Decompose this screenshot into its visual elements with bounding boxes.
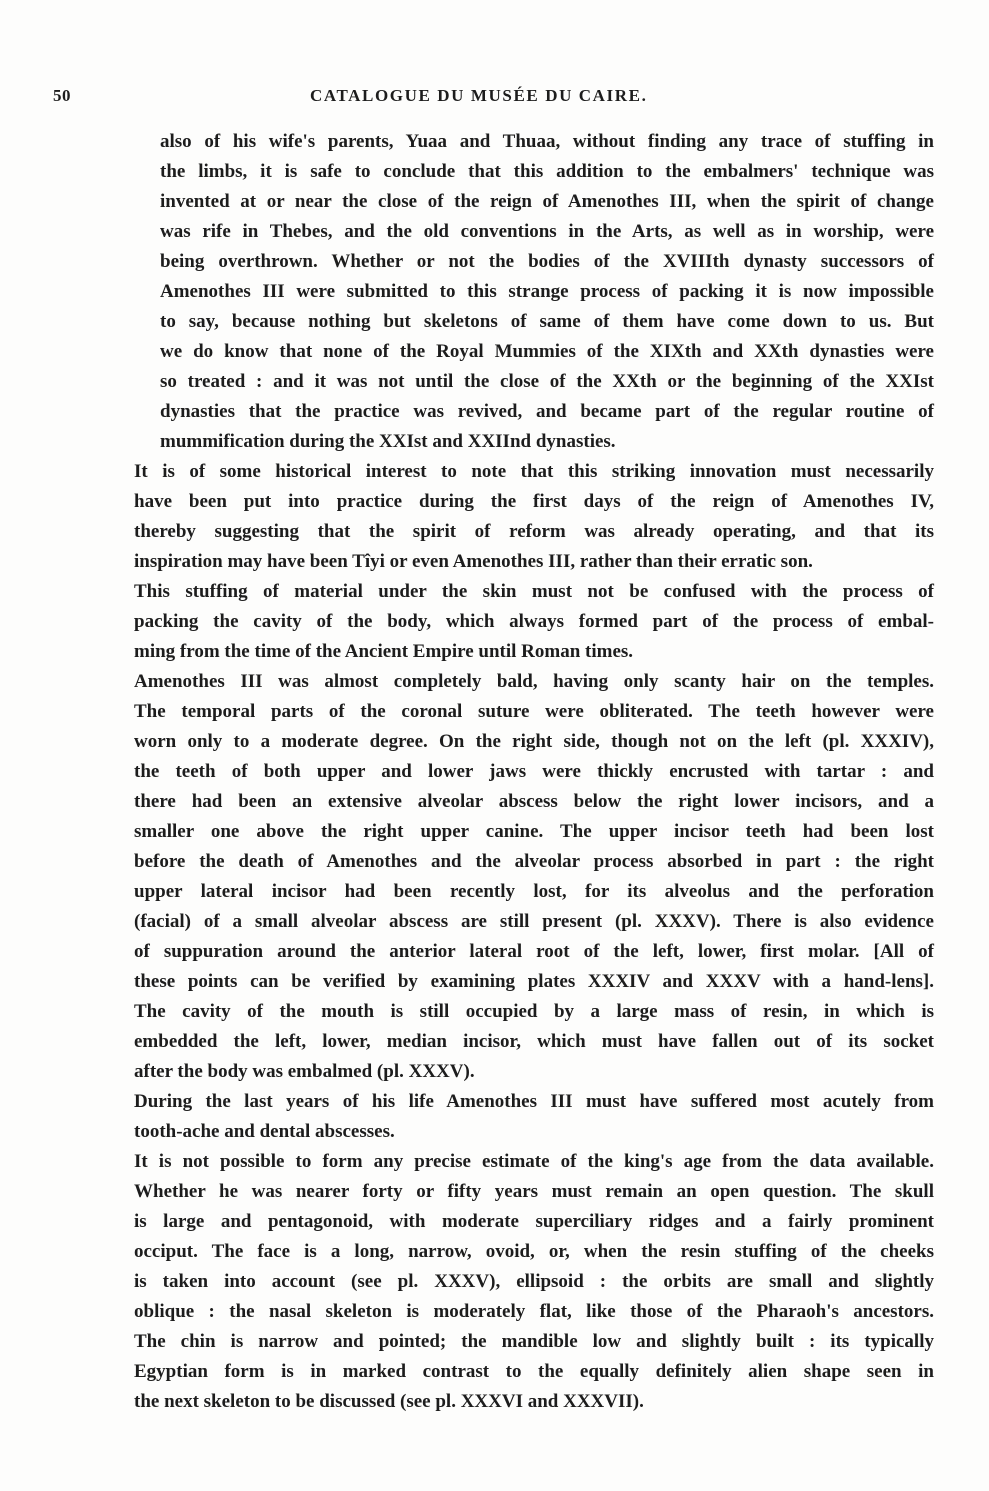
running-head [0,86,989,110]
text-line: thereby suggesting that the spirit of reform was already operating, and that its [134,521,934,542]
paragraph [134,127,934,457]
text-line: worn only to a moderate degree. On the right side, though not on the left (pl. XXXIV), [134,731,934,752]
text-line: dynasties that the practice was revived, and became part of the regular routine of [160,401,934,422]
text-line: was rife in Thebes, and the old conventions in the Arts, as well as in worship, were [160,221,934,242]
text-line: these points can be verified by examining plates XXXIV and XXXV with a hand-lens]. [134,971,934,992]
text-line: inspiration may have been Tîyi or even Amenothes III, rather than their erratic son. [134,551,813,572]
text-line: the next skeleton to be discussed (see pl. XXXVI and XXXVII). [134,1391,644,1412]
text-line: Amenothes III was almost completely bald, having only scanty hair on the temples. [134,671,934,692]
text-line: It is of some historical interest to note that this striking innovation must necessarily [134,461,934,482]
text-line: upper lateral incisor had been recently lost, for its alveolus and the perforation [134,881,934,902]
text-line: The cavity of the mouth is still occupied by a large mass of resin, in which is [134,1001,934,1022]
text-line: of suppuration around the anterior lateral root of the left, lower, first molar. [All of [134,941,934,962]
text-line: is large and pentagonoid, with moderate superciliary ridges and a fairly prominent [134,1211,934,1232]
text-line: The chin is narrow and pointed; the mandible low and slightly built : its typically [134,1331,934,1352]
text-line: embedded the left, lower, median incisor, which must have fallen out of its socket [134,1031,934,1052]
text-line: oblique : the nasal skeleton is moderately flat, like those of the Pharaoh's ancestors. [134,1301,934,1322]
text-line: before the death of Amenothes and the alveolar process absorbed in part : the right [134,851,934,872]
text-line: It is not possible to form any precise estimate of the king's age from the data available. [134,1151,934,1172]
text-line: invented at or near the close of the reign of Amenothes III, when the spirit of change [160,191,934,212]
body-text [134,127,934,1417]
text-line: there had been an extensive alveolar abscess below the right lower incisors, and a [134,791,934,812]
text-line: the teeth of both upper and lower jaws were thickly encrusted with tartar : and [134,761,934,782]
text-line: occiput. The face is a long, narrow, ovoid, or, when the resin stuffing of the cheeks [134,1241,934,1262]
text-line: The temporal parts of the coronal suture were obliterated. The teeth however were [134,701,934,722]
text-line: smaller one above the right upper canine. The upper incisor teeth had been lost [134,821,934,842]
text-line: Amenothes III were submitted to this strange process of packing it is now impossible [160,281,934,302]
text-line: to say, because nothing but skeletons of same of them have come down to us. But [160,311,934,332]
text-line: During the last years of his life Amenothes III must have suffered most acutely from [134,1091,934,1112]
text-line: is taken into account (see pl. XXXV), ellipsoid : the orbits are small and slightly [134,1271,934,1292]
text-line: This stuffing of material under the skin must not be confused with the process of [134,581,934,602]
paragraph [134,1147,934,1417]
text-line: packing the cavity of the body, which always formed part of the process of embal- [134,611,934,632]
text-line: also of his wife's parents, Yuaa and Thuaa, without finding any trace of stuffing in [160,131,934,152]
text-line: (facial) of a small alveolar abscess are still present (pl. XXXV). There is also evidence [134,911,934,932]
text-line: after the body was embalmed (pl. XXXV). [134,1061,475,1082]
text-line: tooth-ache and dental abscesses. [134,1121,395,1142]
text-line: being overthrown. Whether or not the bodies of the XVIIIth dynasty successors of [160,251,934,272]
text-line: mummification during the XXIst and XXIInd dynasties. [160,431,616,452]
running-title: CATALOGUE DU MUSÉE DU CAIRE. [310,86,648,105]
page-number: 50 [53,86,71,105]
paragraph [134,1087,934,1147]
text-line: we do know that none of the Royal Mummies of the XIXth and XXth dynasties were [160,341,934,362]
text-line: Egyptian form is in marked contrast to the equally definitely alien shape seen in [134,1361,934,1382]
paragraph [134,457,934,577]
text-line: Whether he was nearer forty or fifty years must remain an open question. The skull [134,1181,934,1202]
text-line: the limbs, it is safe to conclude that this addition to the embalmers' technique was [160,161,934,182]
text-line: so treated : and it was not until the close of the XXth or the beginning of the XXIst [160,371,934,392]
paragraph [134,667,934,1087]
paragraph [134,577,934,667]
text-line: have been put into practice during the first days of the reign of Amenothes IV, [134,491,934,512]
text-line: ming from the time of the Ancient Empire until Roman times. [134,641,634,662]
